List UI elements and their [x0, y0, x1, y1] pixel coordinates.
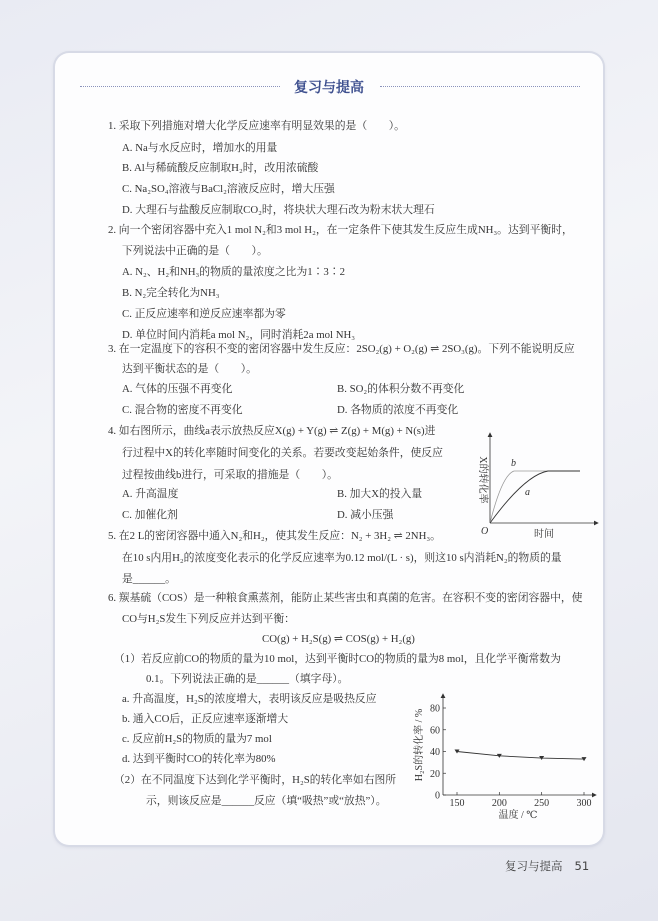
chart-y-label: H₂S的转化率 / % — [414, 708, 425, 782]
q5-stem-cont-2: 是______。 — [122, 573, 176, 585]
q4-label-b: b — [511, 458, 516, 469]
q1-option-d: D. 大理石与盐酸反应制取CO₂时，将块状大理石改为粉末状大理石 — [122, 204, 435, 216]
q2-option-d: D. 单位时间内消耗a mol N₂，同时消耗2a mol NH₃ — [122, 329, 356, 341]
q5-stem-cont-1: 在10 s内用H₂的浓度变化表示的化学反应速率为0.12 mol/(L · s)，则这10 s内消耗N₂的物质的量 — [122, 552, 562, 564]
q2-option-b: B. N₂完全转化为NH₃ — [122, 287, 220, 299]
q4-option-a: A. 升高温度 — [122, 488, 179, 500]
page-footer — [505, 858, 589, 874]
q6-part1-cont: 0.1。下列说法正确的是______（填字母）。 — [146, 673, 349, 685]
section-title: 复习与提高 — [294, 80, 364, 96]
q4-label-a: a — [525, 487, 530, 498]
q3-option-a: A. 气体的压强不再变化 — [122, 383, 233, 395]
q2-option-a: A. N₂、H₂和NH₃的物质的量浓度之比为1∶3∶2 — [122, 266, 346, 278]
y-tick-label: 40 — [430, 747, 440, 758]
q3-option-c: C. 混合物的密度不再变化 — [122, 404, 243, 416]
q4-origin: O — [481, 526, 489, 537]
y-tick-label: 20 — [430, 768, 440, 780]
q1-option-b: B. Al与稀硫酸反应制取H₂时，改用浓硫酸 — [122, 162, 319, 174]
q4-y-label: X的转化率 — [477, 456, 488, 504]
q6-part2: （2）在不同温度下达到化学平衡时，H₂S的转化率如右图所 — [114, 774, 397, 786]
series-line — [457, 752, 584, 760]
q4-stem-cont-1: 行过程中X的转化率随时间变化的关系。若要改变起始条件，使反应 — [122, 447, 443, 459]
y-tick-label: 60 — [430, 725, 440, 737]
q4-option-c: C. 加催化剂 — [122, 509, 178, 521]
q3-option-d: D. 各物质的浓度不再变化 — [337, 404, 459, 416]
x-tick-label: 250 — [534, 798, 550, 809]
q3-option-b: B. SO₂的体积分数不再变化 — [337, 383, 465, 395]
q1-option-a: A. Na与水反应时，增加水的用量 — [122, 142, 278, 154]
chart-x-label: 温度 / ℃ — [498, 810, 538, 821]
q4-stem-cont-2: 过程按曲线b进行，可采取的措施是（ ）。 — [122, 469, 338, 481]
page-number: 51 — [574, 859, 590, 873]
x-tick-label: 200 — [491, 798, 507, 809]
q3-stem: 3. 在一定温度下的容积不变的密闭容器中发生反应：2SO₂(g) + O₂(g) ⇌ 2SO₃(g)。下列不能说明反应 — [108, 343, 575, 355]
q2-stem-cont: 下列说法中正确的是（ ）。 — [122, 245, 268, 257]
q2-stem: 2. 向一个密闭容器中充入1 mol N₂和3 mol H₂，在一定条件下使其发生反应生成NH₃。达到平衡时， — [108, 224, 573, 236]
y-tick-label: 0 — [435, 790, 440, 802]
q6-stem-cont: CO与H₂S发生下列反应并达到平衡： — [122, 613, 295, 625]
q6-option-a: a. 升高温度，H₂S的浓度增大，表明该反应是吸热反应 — [122, 693, 377, 705]
y-tick-label: 80 — [430, 703, 440, 715]
q6-part2-cont: 示，则该反应是______反应（填“吸热”或“放热”）。 — [146, 795, 387, 807]
q6-option-c: c. 反应前H₂S的物质的量为7 mol — [122, 733, 272, 745]
footer-section: 复习与提高 — [505, 861, 563, 873]
q2-option-c: C. 正反应速率和逆反应速率都为零 — [122, 308, 286, 320]
q6-equation: CO(g) + H₂S(g) ⇌ COS(g) + H₂(g) — [262, 633, 415, 645]
q1-option-c: C. Na₂SO₄溶液与BaCl₂溶液反应时，增大压强 — [122, 183, 335, 195]
x-tick-label: 300 — [576, 798, 592, 809]
q3-stem-cont: 达到平衡状态的是（ ）。 — [122, 363, 257, 375]
x-tick-label: 150 — [449, 798, 465, 809]
q6-option-d: d. 达到平衡时CO的转化率为80% — [122, 753, 276, 765]
q6-stem: 6. 羰基硫（COS）是一种粮食熏蒸剂，能防止某些害虫和真菌的危害。在容积不变的密闭容器中，使 — [108, 592, 583, 604]
q4-option-d: D. 减小压强 — [337, 509, 394, 521]
q5-stem: 5. 在2 L的密闭容器中通入N₂和H₂，使其发生反应：N₂ + 3H₂ ⇌ 2NH₃。 — [108, 530, 441, 542]
q4-option-b: B. 加大X的投入量 — [337, 488, 423, 500]
q6-option-b: b. 通入CO后，正反应速率逐渐增大 — [122, 713, 289, 725]
q4-stem: 4. 如右图所示，曲线a表示放热反应X(g) + Y(g) ⇌ Z(g) + M(g) + N(s)进 — [108, 425, 436, 437]
q6-part1: （1）若反应前CO的物质的量为10 mol，达到平衡时CO的物质的量为8 mol，且化学平衡常数为 — [114, 653, 561, 665]
q4-x-label: 时间 — [534, 529, 554, 540]
q1-stem: 1. 采取下列措施对增大化学反应速率有明显效果的是（ ）。 — [108, 120, 405, 132]
